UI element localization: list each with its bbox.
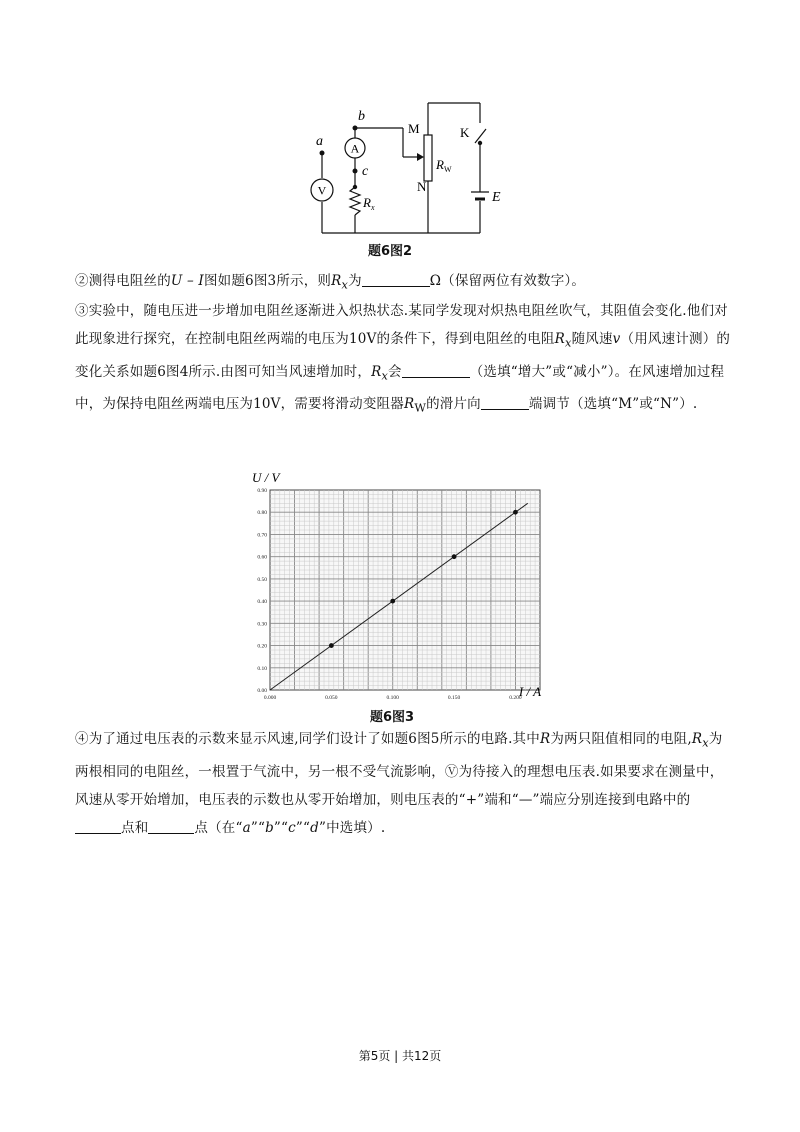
y-tick-label: 0.00 <box>257 688 267 694</box>
y-axis-label: U / V <box>252 470 280 485</box>
answer-blank-plus[interactable] <box>75 817 121 834</box>
y-tick-label: 0.90 <box>257 488 267 494</box>
node-c-label: c <box>362 164 369 179</box>
data-point <box>390 599 395 604</box>
y-tick-label: 0.30 <box>257 621 267 628</box>
x-tick-label: 0.100 <box>386 695 399 701</box>
question-3: ③实验中，随电压进一步增加电阻丝逐渐进入炽热状态.某同学发现对炽热电阻丝吹气，其阻值会变化.他们对此现象进行探究，在控制电阻丝两端的电压为10V的条件下，得到电阻丝的电阻$R_x$随风速v（用风速计测）的变化关系如题6图4所示.由图可知当风速增加时，$R_x$会 （选填“增大”或“减小”）。在风速增加过程中，为保持电阻丝两端电压为10V，需要将滑动变阻器$R_W$的滑片向 端调节（选填“M”或“N”）. <box>75 303 731 416</box>
rw-label: $R_W$ <box>436 157 452 174</box>
x-tick-label: 0.000 <box>263 695 277 701</box>
plot-frame <box>270 490 540 690</box>
rx-label: $R_x$ <box>363 195 375 212</box>
y-tick-label: 0.50 <box>257 576 267 583</box>
data-point <box>452 554 457 559</box>
x-tick-label: 0.200 <box>509 695 522 701</box>
answer-blank-minus[interactable] <box>148 817 194 834</box>
y-tick-label: 0.20 <box>257 643 267 650</box>
battery-e-label: E <box>492 190 501 205</box>
node-n-label: N <box>417 179 427 194</box>
y-tick-label: 0.40 <box>257 599 267 606</box>
y-tick-label: 0.70 <box>257 532 267 539</box>
circuit-diagram <box>290 95 530 240</box>
u-i-chart <box>240 462 550 712</box>
y-tick-label: 0.60 <box>257 554 267 561</box>
answer-blank-direction[interactable] <box>481 393 529 410</box>
data-point <box>329 643 334 648</box>
page-footer: 第5页 | 共12页 <box>358 1049 442 1063</box>
node-m-label: M <box>408 121 420 136</box>
question-4: ④为了通过电压表的示数来显示风速,同学们设计了如题6图5所示的电路.其中R为两只阻值相同的电阻$,R_x$为两根相同的电阻丝，一根置于气流中，另一根不受气流影响，Ⓥ为待接入的理想电压表.如果要求在测量中，风速从零开始增加，电压表的示数也从零开始增加，则电压表的“+”端和“—”端应分别连接到电路中的点和 点（在“a”“b”“c”“d”中选填）. <box>75 731 724 836</box>
node-a-label: a <box>316 134 323 149</box>
answer-blank-rx[interactable] <box>362 270 430 287</box>
y-tick-label: 0.80 <box>257 510 267 517</box>
x-tick-label: 0.050 <box>325 695 338 701</box>
figure-3-caption: 题6图3 <box>370 710 415 725</box>
ammeter-label: A <box>350 141 360 156</box>
y-tick-label: 0.10 <box>257 665 267 672</box>
node-b-label: b <box>358 109 365 124</box>
answer-blank-trend[interactable] <box>402 361 470 378</box>
figure-2-caption: 题6图2 <box>368 244 413 259</box>
x-axis-label: I / A <box>518 684 542 699</box>
switch-k-label: K <box>460 125 470 140</box>
question-2: ②测得电阻丝的U – I图如题6图3所示，则$R_x$为 Ω（保留两位有效数字）。 <box>75 267 735 300</box>
voltmeter-label: V <box>317 183 327 198</box>
data-point <box>513 510 518 515</box>
x-tick-label: 0.150 <box>447 695 461 701</box>
